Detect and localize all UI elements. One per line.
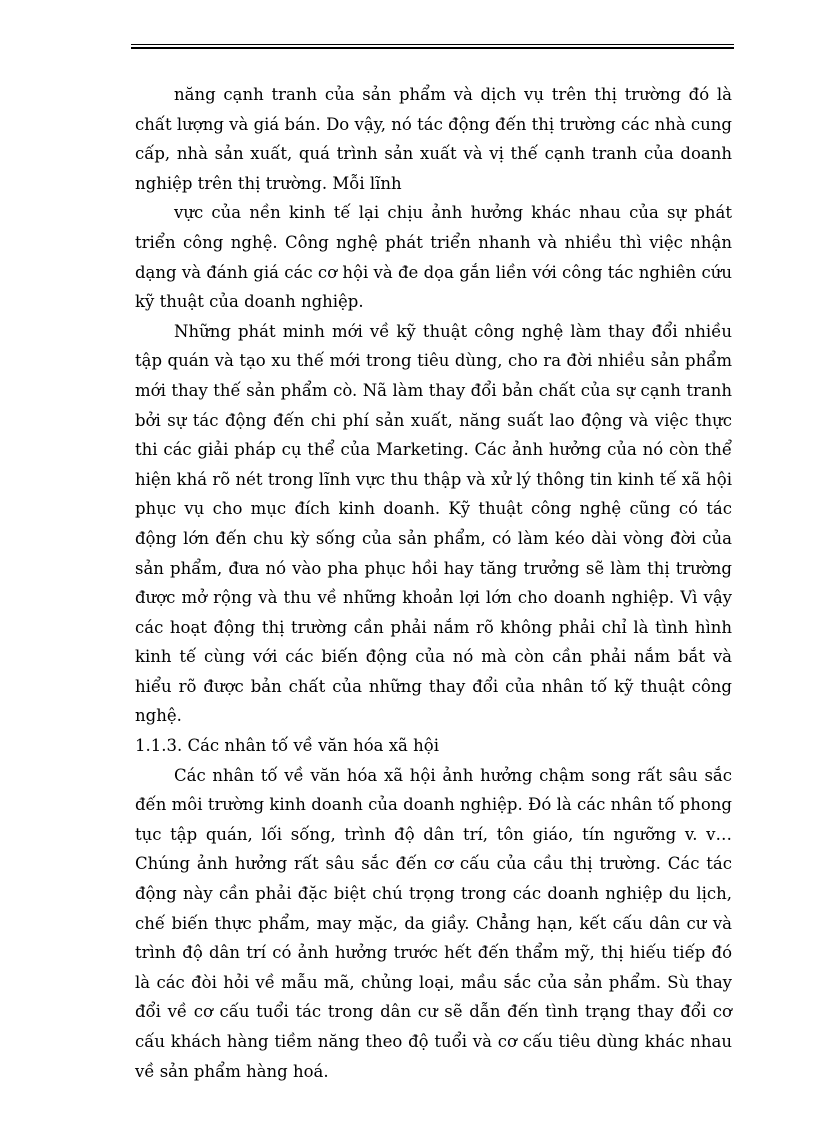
header-rule <box>131 44 734 49</box>
section-heading: 1.1.3. Các nhân tố về văn hóa xã hội <box>135 736 439 756</box>
paragraph-3: Những phát minh mới về kỹ thuật công nghệ làm thay đổi nhiều tập quán và tạo xu thế mới trong tiêu dùng, cho ra đời nhiều sản phẩm mới thay thế sản phẩm cò. Nã làm thay đổi bản chất của sự cạnh tranh bởi sự tác động đến chi phí sản xuất, năng suất lao động và việc thực thi các giải pháp cụ thể của Marketing. Các ảnh hưởng của nó còn thể hiện khá rõ nét trong lĩnh vực thu thập và xử lý thông tin kinh tế xã hội phục vụ cho mục đích kinh doanh. Kỹ thuật công nghệ cũng có tác động lớn đến chu kỳ sống của sản phẩm, có làm kéo dài vòng đời của sản phẩm, đưa nó vào pha phục hồi hay tăng trưởng sẽ làm thị trường được mở rộng và thu về những khoản lợi lớn cho doanh nghiệp. Vì vậy các hoạt động thị trường cần phải nắm rõ không phải chỉ là tình hình kinh tế cùng với các biến động của nó mà còn cần phải nắm bắt và hiểu rõ được bản chất của những thay đổi của nhân tố kỹ thuật công nghệ. <box>135 321 732 726</box>
paragraph-2: vực của nền kinh tế lại chịu ảnh hưởng khác nhau của sự phát triển công nghệ. Công nghệ phát triển nhanh và nhiều thì việc nhận dạng và đánh giá các cơ hội và đe dọa gắn liền với công tác nghiên cứu kỹ thuật của doanh nghiệp. <box>135 203 732 312</box>
paragraph-1: năng cạnh tranh của sản phẩm và dịch vụ trên thị trường đó là chất lượng và giá bán. Do vậy, nó tác động đến thị trường các nhà cung cấp, nhà sản xuất, quá trình sản xuất và vị thế cạnh tranh của doanh nghiệp trên thị trường. Mỗi lĩnh <box>135 85 732 193</box>
document-body <box>135 80 732 1086</box>
paragraph-4: Các nhân tố về văn hóa xã hội ảnh hưởng chậm song rất sâu sắc đến môi trường kinh doanh của doanh nghiệp. Đó là các nhân tố phong tục tập quán, lối sống, trình độ dân trí, tôn giáo, tín ngưỡng v. v… Chúng ảnh hưởng rất sâu sắc đến cơ cấu của cầu thị trường. Các tác động này cần phải đặc biệt chú trọng trong các doanh nghiệp du lịch, chế biến thực phẩm, may mặc, da giầy. Chẳng hạn, kết cấu dân cư và trình độ dân trí có ảnh hưởng trước hết đến thẩm mỹ, thị hiếu tiếp đó là các đòi hỏi về mẫu mã, chủng loại, mầu sắc của sản phẩm. Sù thay đổi về cơ cấu tuổi tác trong dân cư sẽ dẫn đến tình trạng thay đổi cơ cấu khách hàng tiềm năng theo độ tuổi và cơ cấu tiêu dùng khác nhau về sản phẩm hàng hoá. <box>135 765 732 1081</box>
